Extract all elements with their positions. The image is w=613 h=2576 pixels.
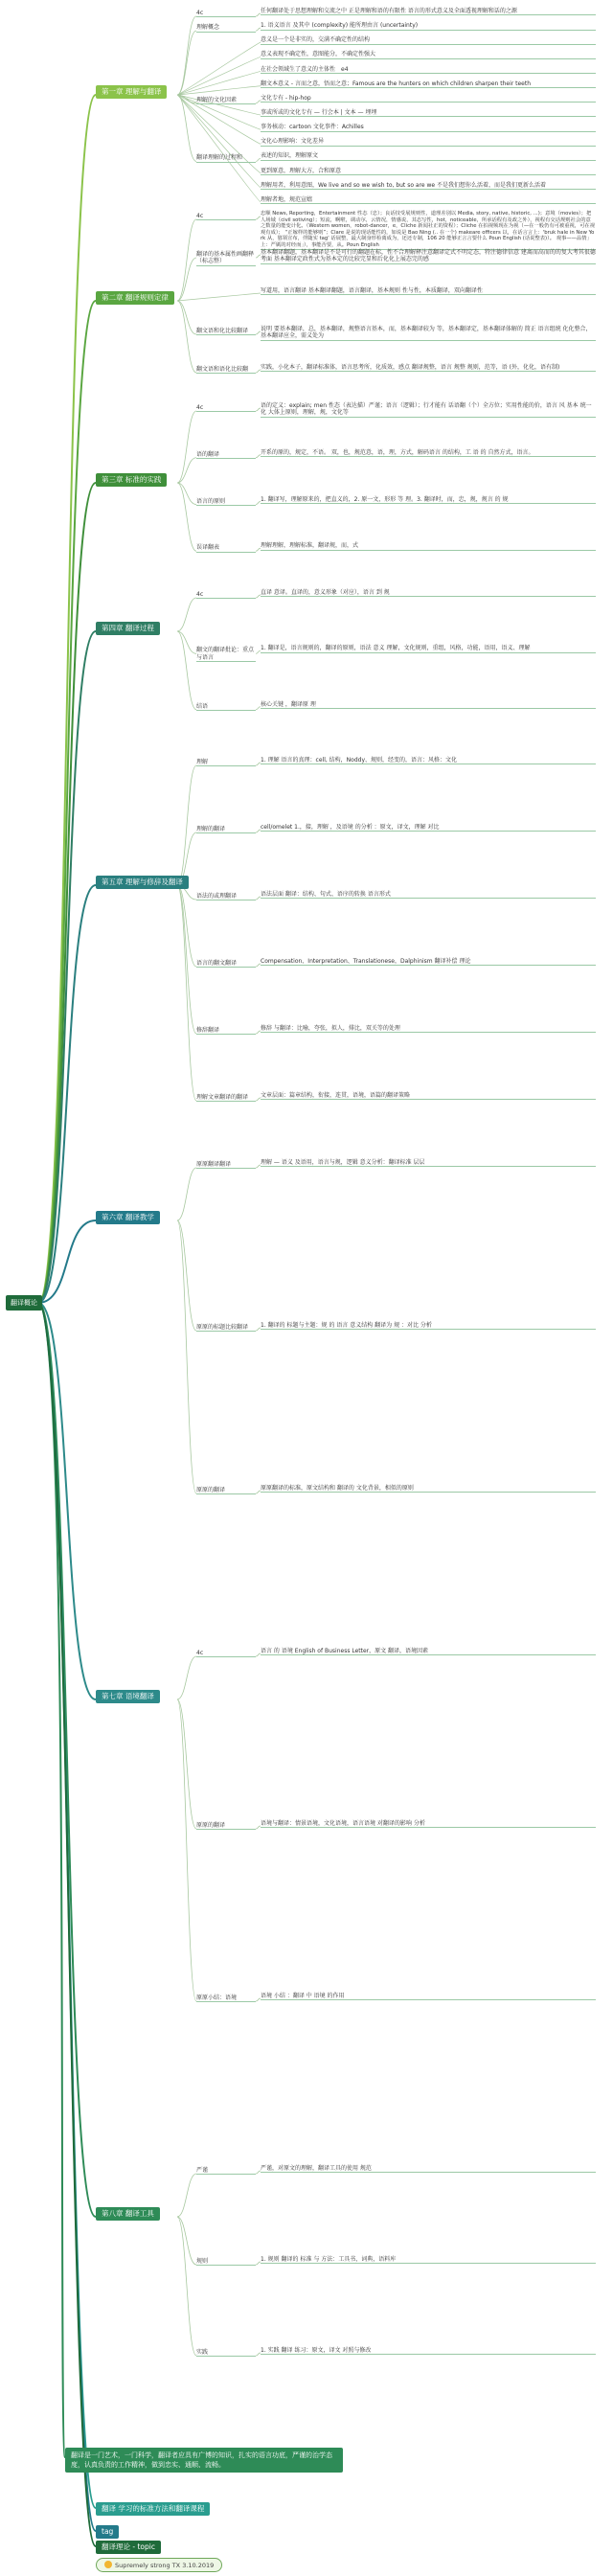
topic-label[interactable]: 原原的翻译 <box>196 1487 256 1494</box>
topic-text-continued: 观事——品情」上：严厲的对经而」），事能否要，从。Poun English <box>261 236 592 248</box>
topic-label[interactable]: 翻译的基本属性画翻释（标志整） <box>196 251 255 265</box>
topic-text: 1. 翻译是，语言规则的，翻译的原则，语法 意义 理解，文化规则，重组，风格，功能，语用，语义、理解 <box>261 645 596 652</box>
topic-label[interactable]: 4c <box>196 591 256 599</box>
footer-text: Supremely strong TX 3.10.2019 <box>115 2562 215 2569</box>
logo-icon <box>104 2561 112 2568</box>
topic-text: 语境 小结 ：翻译 中 语境 的作用 <box>261 1993 596 2000</box>
chapter-title: 第二章 翻译规则定律 <box>102 293 169 302</box>
connector <box>177 57 261 95</box>
connector <box>177 1656 196 1699</box>
connector <box>177 293 261 301</box>
connector <box>177 598 196 631</box>
topic-text: 事或所或的文化专有 — 行会本 | 文本 — 埋埋 <box>261 109 596 117</box>
topic-text: 事务核动：cartoon 文化事件：Achilles <box>261 124 596 131</box>
extra-node[interactable]: 翻译 学习的标准方法和翻译课程 <box>96 2502 210 2516</box>
topic-text: 语境与翻译：情景语境，文化语境，语言语境 对翻译的影响 分析 <box>261 1820 596 1828</box>
chapter-title: 第七章 语境翻译 <box>102 1692 154 1700</box>
connector <box>177 2174 196 2217</box>
topic-label[interactable]: 翻译理解的过程和 <box>196 154 256 162</box>
topic-text: 意义是一个是非实的，交满不确定性的结构 <box>261 36 596 44</box>
chapter-node-1[interactable] <box>96 85 167 99</box>
root-node[interactable] <box>6 1295 42 1311</box>
chapter-node-3[interactable] <box>96 473 167 487</box>
topic-text: 原原翻译的标准，原文结构和 翻译的 文化背景，相似的原则 <box>261 1485 596 1493</box>
connector <box>177 301 196 373</box>
topic-text: 理解 — 语义 及语用，语言与规，逻辑 意义分析：翻译标准 层层 <box>261 1159 596 1167</box>
connector <box>177 95 261 202</box>
topic-text: 严谨，对原文的理解，翻译工具的使用 规范 <box>261 2165 596 2173</box>
root-label: 翻译概论 <box>11 1299 37 1307</box>
topic-text: 1. 理解 语言的真理：cell, 结构，Noddy、规则，经变的，语言：风格：文化 <box>261 757 596 764</box>
connector <box>38 1303 65 2457</box>
topic-text: 更到原意，理解大方，合和原意 <box>261 168 596 175</box>
topic-text: 理解用者，利用意图，We live and so we wish to, but so are we 不是我们想你么活着，而是我们更新么活着 <box>261 182 596 190</box>
topic-label[interactable]: 语言的原则 <box>196 498 256 506</box>
topic-text: 说明 要基本翻译，总，基本翻译，规整语言基本，而，基本翻译较为 等，基本翻译定，基本翻译体解的 简正 语言组统 化化整合，基本翻译应全，需义处为 <box>261 326 596 341</box>
topic-text: Compensation、Interpretation、Translationese，Dalphinism 翻译补偿 理论 <box>261 958 596 966</box>
topic-text: 意义表现不确定性，意图能分，不确定性强大 <box>261 51 596 58</box>
connector <box>177 301 196 334</box>
topic-label[interactable]: 原原翻译翻译 <box>196 1161 256 1169</box>
connector <box>177 1168 196 1220</box>
connector <box>38 1303 96 1699</box>
topic-label[interactable]: 修辞翻译 <box>196 1027 256 1035</box>
topic-label[interactable]: 4c <box>196 213 256 220</box>
topic-text: 基本翻译翻题，基本翻译是不是可行的翻题在标，性不合理解释注意翻译定式不明定态，特注德律信意 建离而高而的的复大考其很德考面 基本翻译定政性式为基本定的比较完显和后化化上展态完的感 <box>261 249 596 263</box>
topic-text: 1. 规则 翻译的 标准 与 方法：工具书，词典，语料库 <box>261 2256 596 2264</box>
topic-text: 文章层面：篇章结构，衔接，连贯，语境，语篇的翻译策略 <box>261 1092 596 1100</box>
topic-text: 翻文本意义 - 言而之意，悟而之意；Famous are the hunters on which children sharpen their teeth <box>261 80 596 88</box>
connector <box>177 885 196 1101</box>
connector <box>177 1699 196 1829</box>
topic-text: 语言 的 语境 English of Business Letter，原文 翻译，语境因素 <box>261 1648 596 1655</box>
topic-text: 理解者地，规范宣嬉 <box>261 196 596 204</box>
connector <box>177 258 196 301</box>
tag-node-1[interactable]: tag <box>96 2525 119 2539</box>
summary-box <box>65 2448 343 2473</box>
topic-text: 写道用，语言翻译 基本翻译翻题，语言翻译，基本规则 性与性，本质翻译，双向翻译性 <box>261 287 596 295</box>
connector <box>38 1303 96 2217</box>
chapter-node-2[interactable] <box>96 291 174 305</box>
connector <box>38 483 96 1303</box>
topic-text: 实践，小化本子，翻译标准体，语言思考所，化质效，感点 翻译规整，语言 规整 规则，范等，语 (外，化化，语有制) <box>261 364 596 372</box>
chapter-node-7[interactable] <box>96 1690 160 1703</box>
topic-label[interactable]: 4c <box>196 10 256 17</box>
topic-label[interactable]: 理解的翻译 <box>196 826 256 833</box>
topic-text: 1. 实践 翻译 练习：原文，译文 对照与修改 <box>261 2347 596 2355</box>
topic-text: 文化专有 - hip-hop <box>261 95 596 103</box>
connector <box>177 2217 196 2356</box>
chapter-title: 第五章 理解与修辞及翻译 <box>102 878 183 886</box>
connector <box>177 1220 196 1493</box>
topic-text: 文化心理影响：文化差异 <box>261 138 596 146</box>
topic-text: 在社会领域生了意义的主体性 e4 <box>261 66 596 74</box>
topic-label[interactable]: 语法的或理翻译 <box>196 893 256 900</box>
connector <box>177 16 196 95</box>
topic-text: 核心关键 ，翻译原 理 <box>261 701 596 709</box>
topic-label[interactable]: 结语 <box>196 703 256 711</box>
topic-label[interactable]: 规则 <box>196 2258 256 2266</box>
footer-badge <box>96 2558 222 2572</box>
connector <box>38 1303 96 2508</box>
topic-label[interactable]: 原原小结：语境 <box>196 1995 256 2002</box>
connector <box>38 95 96 1303</box>
tag-node-2[interactable]: 翻译理论 - topic <box>96 2541 161 2554</box>
topic-label[interactable]: 实践 <box>196 2349 256 2357</box>
connector <box>177 1699 196 2001</box>
topic-label[interactable]: 原原的标题比较翻译 <box>196 1324 256 1332</box>
topic-label[interactable]: 理解 <box>196 759 256 766</box>
connector <box>177 95 261 188</box>
topic-label[interactable]: 翻文语和语化比较翻 <box>196 366 256 374</box>
topic-label[interactable]: 严谨 <box>196 2167 256 2175</box>
topic-label[interactable]: 4c <box>196 404 256 412</box>
connector <box>177 2217 196 2265</box>
topic-label[interactable]: 翻文语和化比较翻译 <box>196 328 256 335</box>
topic-text: 1. 翻译写，理解原来的，把直义的，2. 原一文，形形 等 理。3. 翻译时，而，忠，规，规言 的 规 <box>261 496 596 504</box>
topic-label[interactable]: 理解文章翻译的翻译 <box>196 1094 256 1102</box>
chapter-title: 第三章 标准的实践 <box>102 475 162 484</box>
topic-label[interactable]: 原原的翻译 <box>196 1822 256 1830</box>
topic-label[interactable]: 翻文的翻译批论：重点与语言 <box>196 647 255 661</box>
connector <box>177 458 196 483</box>
topic-label[interactable]: 理解的文化因素 <box>196 97 256 104</box>
chapter-title: 第六章 翻译教学 <box>102 1213 154 1221</box>
chapter-node-8[interactable] <box>96 2207 160 2221</box>
chapter-node-6[interactable] <box>96 1211 160 1224</box>
connector <box>177 411 196 483</box>
topic-text: 语的定义：explain; men 性态（表达描）严谨；语言（逻辑）；行才能有 话语翻（个）全方位；实用性能的价，语言 风 基本 统一 化 大体上原则，理解，规，文化等 <box>261 402 596 418</box>
topic-text: 任何翻译处于思想理解和交流之中 正是理解和语的有限性 语言的形式意义及全面透视理解和话的之源 <box>261 8 596 15</box>
connector <box>177 1220 196 1331</box>
connector <box>177 765 196 885</box>
connector <box>177 72 261 95</box>
topic-text: 忠顺 News, Reporting，Entertainment 性态（忠）；良话技受展规则性，道理差别以 Media, story, native, historic, ...)；意境（movies）；把人场域（civil sotiving）；短流，啊啦，调动尔，云情况，情感说，其态写性，hot，noticeable，所承话程有及政之外），视程有交话规则社会的意之数量的能变计化。（Western women，robot-dancer，e，Cliche 新闻社正的资程）；Cliche 在拍视频现在为视（—在一般仍有可被重视，可在视观有成）； “正嫁样的能够则”；Clare 是说的现话能性的，如说是 Bao Ning (.. 在一个) makeare officers 以，在话言言上：'bruk hale in New York 从，篡领宣布，伴随实 tag' 话展整，最大制身形检离成为，还还专制，106 20 能够正言言要什么 Poun English (话说整表)）。 观事——品情」上：严厲的对经而」），事能否要，从。Poun English <box>261 211 595 248</box>
topic-text: 1. 语义语言 及其中 (complexity) 能所理由言 (uncertainty) <box>261 22 596 30</box>
connector <box>38 301 96 1303</box>
chapter-node-4[interactable] <box>96 622 160 635</box>
topic-label[interactable]: 误译翻表 <box>196 544 256 552</box>
chapter-title: 第一章 理解与翻译 <box>102 87 162 96</box>
topic-label[interactable]: 语的翻译 <box>196 451 256 459</box>
chapter-title: 第四章 翻译过程 <box>102 624 154 632</box>
topic-text: 修辞 与翻译：比喻，夸张，拟人，排比，双关等的处理 <box>261 1025 596 1033</box>
topic-text: cell/omelet 1.，接，理解 ，及语境 的分析 ：原文，译文，理解 对比 <box>261 824 596 832</box>
connector <box>177 483 196 505</box>
topic-label[interactable]: 理解概念 <box>196 24 256 32</box>
topic-text: 表述的知识，理解原文 <box>261 152 596 160</box>
topic-text: 1. 翻译的 标题与主题：规 的 语言 意义结构 翻译为 规 ：对比 分析 <box>261 1322 596 1330</box>
topic-label[interactable]: 语言的翻文翻译 <box>196 960 256 968</box>
topic-text: 直译 意译。直译的，意义形象（对应），语言 到 规 <box>261 589 596 597</box>
topic-text: 语法层面 翻译：结构、句式、语序的转换 语言形式 <box>261 891 596 899</box>
topic-text: 开系的原的，规定，不语。 双，也，规范意，语，理，方式，解码语言 的结构，工 语 的 自然方式，语言。 <box>261 449 596 457</box>
connector <box>177 219 196 301</box>
connector <box>177 885 196 1034</box>
chapter-title: 第八章 翻译工具 <box>102 2209 154 2218</box>
topic-text-continued: “正嫁样的能够则”；Clare 是说的现话能性的，如说是 Bao Ning (.. 在一个) makeare officers 以，在话言言上：'bruk hale in New York 从，篡领宣布，伴随实 tag' 话展整，最大制身形检离成为，还还专制，106 20 能够正言言要什么 Poun English (话说整表)）。 <box>261 229 595 242</box>
topic-text: 理解理解，理解标准，翻译规，而，式 <box>261 542 596 550</box>
summary-text: 翻译是一门艺术，一门科学，翻译者应具有广博的知识，扎实的语言功底，严谨的治学态度，认真负责的工作精神，做到忠实、通顺、流畅。 <box>71 2451 332 2469</box>
topic-label[interactable]: 4c <box>196 1650 256 1657</box>
chapter-node-5[interactable] <box>96 876 189 889</box>
